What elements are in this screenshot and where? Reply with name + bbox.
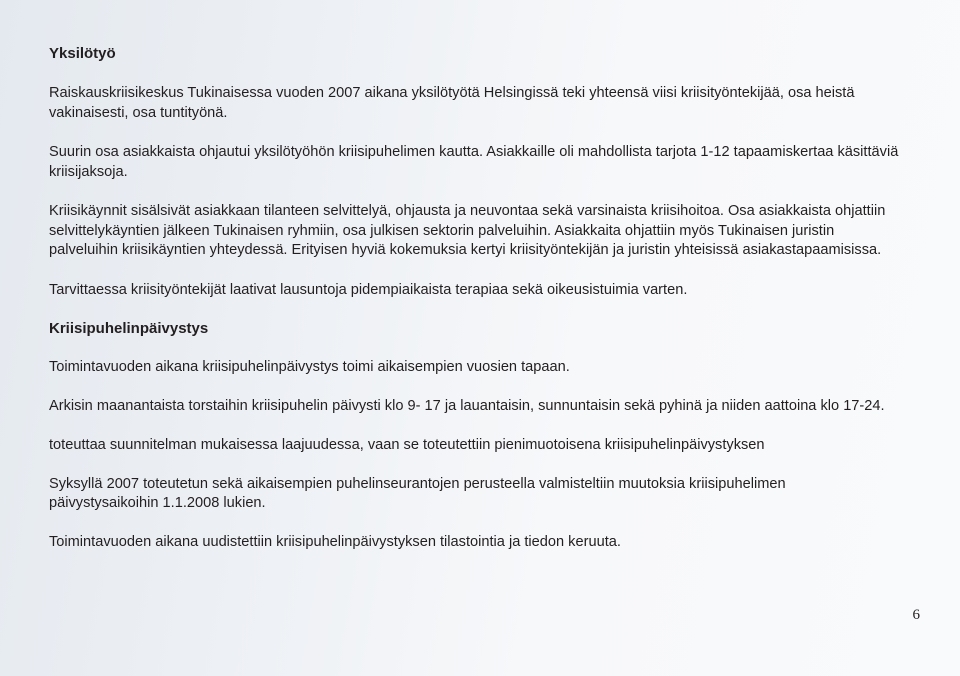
paragraph: Toimintavuoden aikana uudistettiin kriisipuhelinpäivystyksen tilastointia ja tiedon keruuta. — [49, 533, 621, 550]
paragraph: toteuttaa suunnitelman mukaisessa laajuudessa, vaan se toteutettiin pienimuotoisena kriisipuhelinpäivystyksen — [49, 437, 765, 453]
page-number: 6 — [912, 607, 920, 623]
paragraph: Arkisin maanantaista torstaihin kriisipuhelin päivysti klo 9- 17 ja lauantaisin, sunnuntaisin sekä pyhinä ja niiden aattoina klo 17-24. — [49, 397, 885, 414]
section-heading-yksilotyo: Yksilötyö — [49, 45, 116, 62]
paragraph: Suurin osa asiakkaista ohjautui yksilötyöhön kriisipuhelimen kautta. Asiakkaille oli mahdollista tarjota 1-12 tapaamiskertaa käsittäviä kriisijaksoja. — [49, 144, 899, 180]
document-body — [49, 44, 909, 552]
paragraph: Tarvittaessa kriisityöntekijät laativat lausuntoja pidempiaikaista terapiaa sekä oikeusistuimia varten. — [49, 281, 688, 298]
section-heading-kriisipuhelinpaivystys: Kriisipuhelinpäivystys — [49, 320, 209, 337]
paragraph: Raiskauskriisikeskus Tukinaisessa vuoden 2007 aikana yksilötyötä Helsingissä teki yhteensä viisi kriisityöntekijää, osa heistä vakinaisesti, osa tuntityönä. — [49, 85, 855, 121]
paragraph: Syksyllä 2007 toteutetun sekä aikaisempien puhelinseurantojen perusteella valmisteltiin muutoksia kriisipuhelimen päivystysaikoihin 1.1.2008 lukien. — [49, 475, 786, 511]
paragraph: Kriisikäynnit sisälsivät asiakkaan tilanteen selvittelyä, ohjausta ja neuvontaa sekä varsinaista kriisihoitoa. Osa asiakkaista ohjattiin selvittelykäyntien jälkeen Tukinaisen ryhmiin, osa julkisen sektorin palveluihin. Asiakkaita ohjattiin myös Tukinaisen juristin palveluihin kriisikäyntien yhteydessä. Erityisen hyviä kokemuksia kertyi kriisityöntekijän ja juristin yhteisissä asiakastapaamisissa. — [49, 203, 886, 258]
paragraph: Toimintavuoden aikana kriisipuhelinpäivystys toimi aikaisempien vuosien tapaan. — [49, 359, 570, 375]
